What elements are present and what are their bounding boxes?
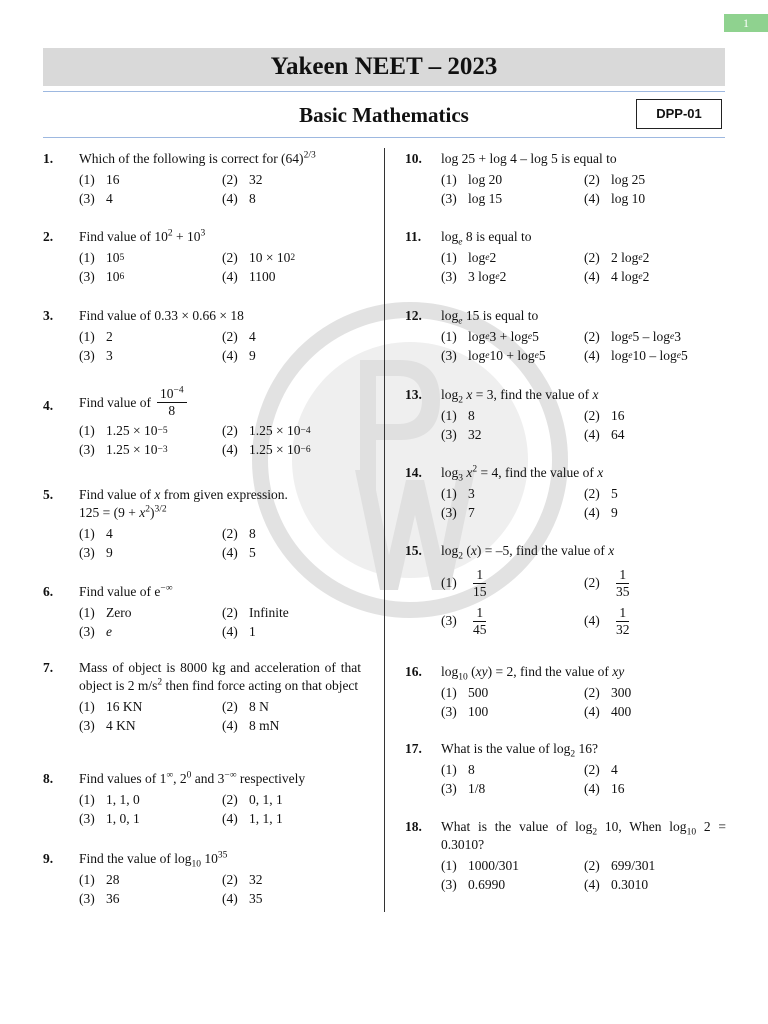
option-3: (3) 32: [441, 426, 482, 442]
question-stem: Find value of e−∞: [79, 583, 173, 599]
option-2: (2) 16: [584, 407, 625, 423]
option-3: (3) log 15: [441, 190, 503, 206]
option-3: (3) 7: [441, 504, 475, 520]
question-4: [43, 386, 343, 459]
question-stem: $\log_2 x = 3$, find the value of x: [441, 387, 599, 406]
option-1: (1) log e 3 + log e 5: [441, 328, 539, 344]
dpp-code-box: DPP-01: [636, 99, 722, 129]
question-15: [405, 542, 705, 640]
option-1: (1) 28: [79, 871, 120, 887]
question-stem: $\log_2 (x) = -5$, find the value of x: [441, 543, 615, 562]
page-subtitle: Basic Mathematics: [299, 103, 469, 127]
option-3: (3) $\frac{1}{45}$: [441, 604, 487, 637]
option-1: (1) $\frac{1}{15}$: [441, 566, 487, 599]
option-2: (2) 300: [584, 684, 632, 700]
question-11: [405, 228, 705, 286]
question-stem: Find value of 0.33 × 0.66 × 18: [79, 308, 244, 323]
question-number: 14.: [405, 465, 422, 480]
option-2: (2) 699/301: [584, 857, 656, 873]
question-7: [43, 659, 361, 735]
option-3: (3) 10 6: [79, 268, 125, 284]
question-13: [405, 386, 705, 444]
option-2: (2) 8 N: [222, 698, 269, 714]
question-10: [405, 150, 705, 208]
question-number: 13.: [405, 387, 422, 402]
option-2: (2) 0, 1, 1: [222, 791, 283, 807]
column-divider: [384, 148, 385, 912]
question-2: [43, 228, 343, 286]
option-4: (4) log 10: [584, 190, 646, 206]
option-1: (1) 1000/301: [441, 857, 520, 873]
option-4: (4) 1, 1, 1: [222, 810, 283, 826]
question-number: 4.: [43, 398, 54, 413]
header-rule: [43, 91, 725, 92]
option-3: (3) e: [79, 623, 112, 639]
option-2: (2) 2 log e 2: [584, 249, 650, 265]
option-2: (2) 10 × 10 2: [222, 249, 296, 265]
question-stem: $\log_3 x^2 = 4$, find the value of x: [441, 464, 604, 484]
question-16: [405, 663, 705, 721]
option-2: (2) 32: [222, 871, 263, 887]
question-17: [405, 740, 705, 798]
option-3: (3) 3 log e 2: [441, 268, 507, 284]
option-4: (4) 16: [584, 780, 625, 796]
question-stem: What is the value of $\log_2 16$?: [441, 741, 598, 760]
question-equation: $125 = (9 + x^2)^{3/2}$: [79, 504, 167, 521]
option-1: (1) 3: [441, 485, 475, 501]
option-2: (2) 1.25 × 10 −4: [222, 422, 311, 438]
question-stem: log 25 + log 4 – log 5 is equal to: [441, 151, 617, 166]
question-number: 3.: [43, 308, 54, 323]
question-14: [405, 464, 705, 522]
question-stem: What is the value of $\log_2 10$, When $\log_{10} 2 = 0.3010$?: [441, 819, 726, 853]
question-number: 16.: [405, 664, 422, 679]
question-number: 18.: [405, 819, 422, 834]
option-3: (3) 9: [79, 544, 113, 560]
option-1: (1) 1, 1, 0: [79, 791, 140, 807]
question-stem: Find the value of $\log_{10} 10^{35}$: [79, 850, 228, 870]
question-stem: Find value of x from given expression.: [79, 487, 288, 502]
option-3: (3) 4: [79, 190, 113, 206]
option-1: (1) 4: [79, 525, 113, 541]
question-12: [405, 307, 705, 365]
option-2: (2) log 25: [584, 171, 646, 187]
question-number: 2.: [43, 229, 54, 244]
option-2: (2) 32: [222, 171, 263, 187]
option-2: (2) log e 5 – log e 3: [584, 328, 681, 344]
option-1: (1) 500: [441, 684, 489, 700]
option-1: (1) Zero: [79, 604, 132, 620]
option-1: (1) log e 2: [441, 249, 497, 265]
fraction: $\frac{10^{-4}}{8}$: [157, 386, 187, 419]
option-1: (1) 8: [441, 761, 475, 777]
question-number: 8.: [43, 771, 54, 786]
option-1: (1) 10 5: [79, 249, 125, 265]
question-stem: $\log_e 8$ is equal to: [441, 229, 532, 248]
question-9: [43, 850, 343, 908]
option-2: (2) 5: [584, 485, 618, 501]
option-4: (4) 0.3010: [584, 876, 649, 892]
question-5: [43, 486, 343, 562]
option-1: (1) 2: [79, 328, 113, 344]
question-number: 17.: [405, 741, 422, 756]
question-stem: $\log_e 15$ is equal to: [441, 308, 539, 327]
option-2: (2) 8: [222, 525, 256, 541]
option-4: (4) 35: [222, 890, 263, 906]
question-number: 11.: [405, 229, 422, 244]
question-stem: Find value of $10^2 + 10^3$: [79, 228, 206, 244]
question-18: [405, 818, 726, 894]
option-4: (4) 9: [222, 347, 256, 363]
question-number: 1.: [43, 151, 54, 166]
option-3: (3) 36: [79, 890, 120, 906]
subtitle-rule: [43, 137, 725, 138]
option-2: (2) 4: [584, 761, 618, 777]
option-3: (3) 4 KN: [79, 717, 136, 733]
question-number: 12.: [405, 308, 422, 323]
option-1: (1) log 20: [441, 171, 503, 187]
page-number-badge: 1: [724, 14, 768, 32]
page-title: Yakeen NEET – 2023: [43, 48, 725, 86]
option-4: (4) 400: [584, 703, 632, 719]
option-1: (1) 1.25 × 10 −5: [79, 422, 168, 438]
option-3: (3) 1.25 × 10 −3: [79, 441, 168, 457]
question-stem: Which of the following is correct for $(64)^{2/3}$: [79, 150, 316, 166]
question-number: 5.: [43, 487, 54, 502]
question-stem: Find values of 1∞, $2^0$ and 3−∞ respectively: [79, 770, 306, 786]
option-1: (1) 8: [441, 407, 475, 423]
option-2: (2) Infinite: [222, 604, 289, 620]
option-4: (4) log e 10 – log e 5: [584, 347, 688, 363]
question-number: 6.: [43, 584, 54, 599]
option-1: (1) 16 KN: [79, 698, 143, 714]
question-stem: Find value of $\frac{10^{-4}}{8}$: [79, 386, 343, 419]
option-4: (4) 9: [584, 504, 618, 520]
question-8: [43, 770, 343, 828]
option-4: (4) 1.25 × 10 −6: [222, 441, 311, 457]
option-3: (3) 100: [441, 703, 489, 719]
question-1: [43, 150, 343, 208]
question-stem: Mass of object is 8000 kg and acceleration of that object is 2 $m/s^2$ then find force acting on that object: [79, 660, 361, 694]
option-1: (1) 16: [79, 171, 120, 187]
option-4: (4) $\frac{1}{32}$: [584, 604, 630, 637]
option-3: (3) 0.6990: [441, 876, 506, 892]
question-number: 10.: [405, 151, 422, 166]
option-4: (4) 4 log e 2: [584, 268, 650, 284]
question-stem: $\log_{10} (xy) = 2$, find the value of xy: [441, 664, 625, 683]
question-3: [43, 307, 343, 365]
option-4: (4) 1: [222, 623, 256, 639]
option-3: (3) log e 10 + log e 5: [441, 347, 546, 363]
option-4: (4) 5: [222, 544, 256, 560]
option-4: (4) 64: [584, 426, 625, 442]
question-number: 9.: [43, 851, 54, 866]
option-3: (3) 1, 0, 1: [79, 810, 140, 826]
question-6: [43, 583, 343, 641]
option-4: (4) 1100: [222, 268, 276, 284]
option-3: (3) 1/8: [441, 780, 486, 796]
question-number: 15.: [405, 543, 422, 558]
option-3: (3) 3: [79, 347, 113, 363]
option-2: (2) 4: [222, 328, 256, 344]
option-4: (4) 8: [222, 190, 256, 206]
option-4: (4) 8 mN: [222, 717, 280, 733]
option-2: (2) $\frac{1}{35}$: [584, 566, 630, 599]
question-number: 7.: [43, 660, 54, 675]
